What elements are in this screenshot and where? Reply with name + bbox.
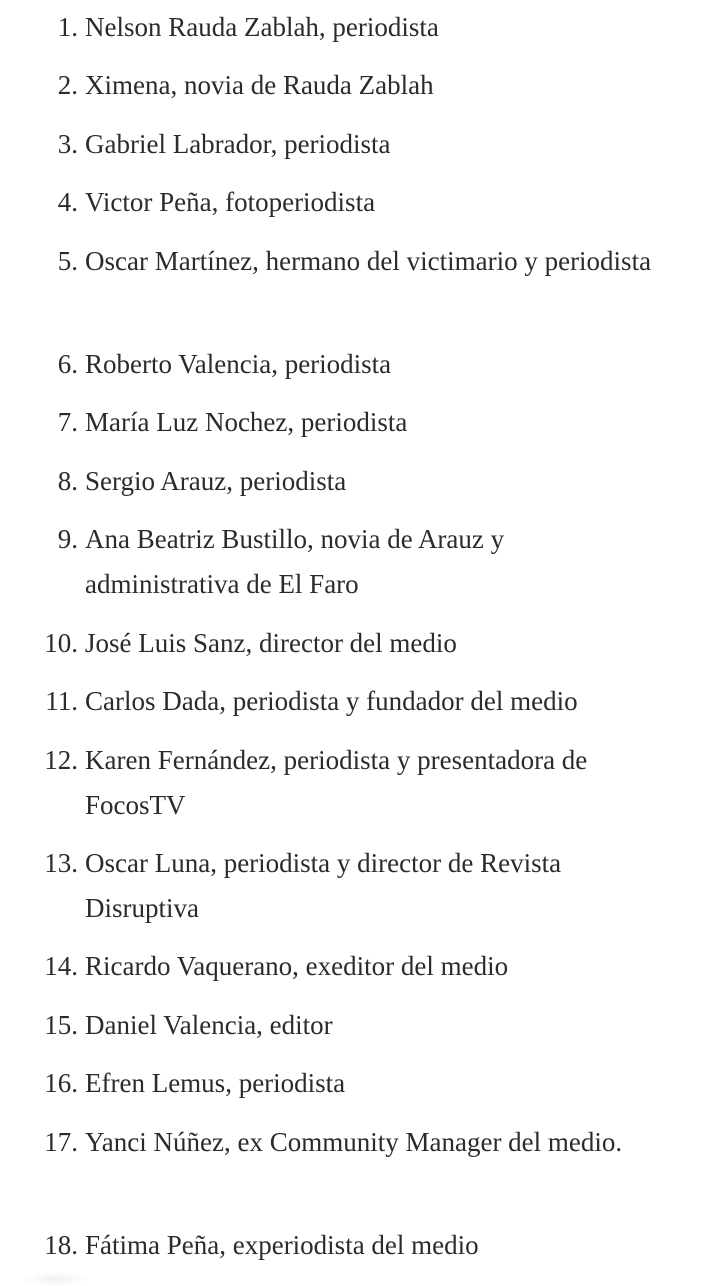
list-item-text: Sergio Arauz, periodista [85, 466, 347, 496]
list-item-number: 17. [44, 1127, 78, 1157]
list-item-number: 10. [44, 628, 78, 658]
list-item-text: Efren Lemus, periodista [85, 1068, 346, 1098]
list-item-number: 11. [45, 686, 78, 716]
list-item-number: 3. [57, 129, 78, 159]
list-item-number: 16. [44, 1068, 78, 1098]
list-item-number: 14. [44, 951, 78, 981]
list-item-number: 4. [57, 187, 78, 217]
list-item-number: 18. [44, 1230, 78, 1260]
list-item-number: 7. [57, 407, 78, 437]
list-item-text: Oscar Luna, periodista y director de Revista Disruptiva [85, 848, 562, 923]
list-item-number: 6. [57, 349, 78, 379]
list-item-number: 2. [57, 70, 78, 100]
list-item-number: 9. [57, 524, 78, 554]
list-item-text: Ximena, novia de Rauda Zablah [85, 70, 434, 100]
list-item-text: Ricardo Vaquerano, exeditor del medio [85, 951, 509, 981]
list-item-text: Daniel Valencia, editor [85, 1010, 333, 1040]
list-item-text: María Luz Nochez, periodista [85, 407, 408, 437]
list-item-text: Karen Fernández, periodista y presentadora de FocosTV [85, 745, 588, 820]
list-item-number: 15. [44, 1010, 78, 1040]
list-item-number: 12. [44, 745, 78, 775]
list-item-text: Gabriel Labrador, periodista [85, 129, 391, 159]
list-item-number: 5. [57, 246, 78, 276]
bottom-shadow-decoration [20, 1272, 90, 1286]
list-item-text: Roberto Valencia, periodista [85, 349, 392, 379]
list-item-text: Victor Peña, fotoperiodista [85, 187, 376, 217]
list-item-number: 1. [57, 12, 78, 42]
list-item-text: Yanci Núñez, ex Community Manager del medio. [85, 1127, 623, 1157]
list-item-text: Carlos Dada, periodista y fundador del medio [85, 686, 578, 716]
list-item-text: Nelson Rauda Zablah, periodista [85, 12, 439, 42]
list-item-text: José Luis Sanz, director del medio [85, 628, 457, 658]
list-item-text: Oscar Martínez, hermano del victimario y periodista [85, 246, 652, 276]
list-item-number: 13. [44, 848, 78, 878]
list-item-text: Fátima Peña, experiodista del medio [85, 1230, 479, 1260]
list-item-number: 8. [57, 466, 78, 496]
list-item-text: Ana Beatriz Bustillo, novia de Arauz y administrativa de El Faro [85, 524, 505, 599]
